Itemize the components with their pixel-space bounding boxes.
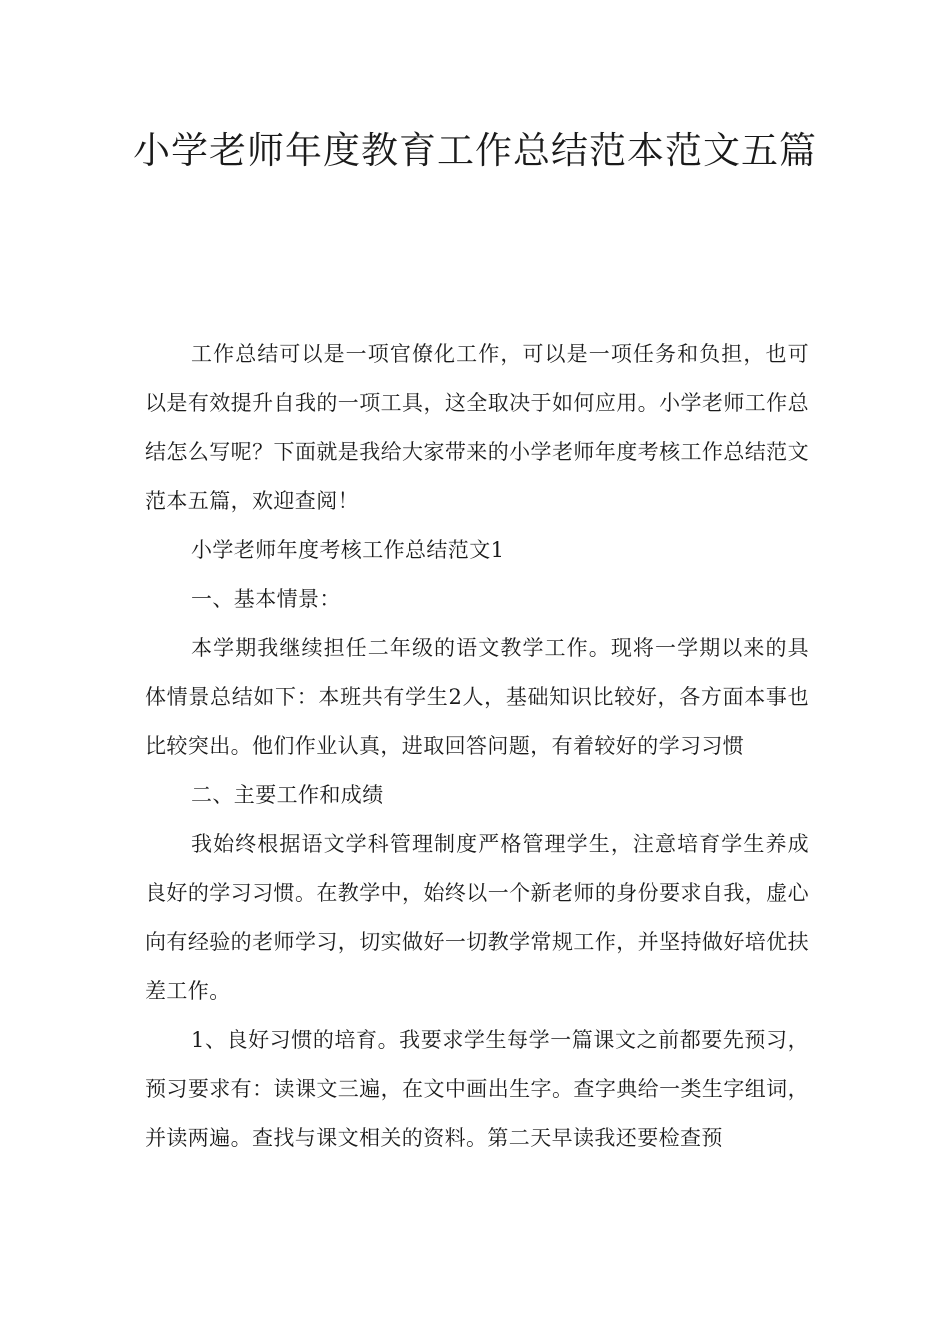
paragraph-intro: 工作总结可以是一项官僚化工作，可以是一项任务和负担，也可以是有效提升自我的一项工具，这全取决于如何应用。小学老师工作总结怎么写呢？下面就是我给大家带来的小学老师年度考核工作总结范文范本五篇，欢迎查阅！ <box>145 342 809 513</box>
paragraph-basic-situation-heading: 一、基本情景： <box>191 587 341 611</box>
paragraph-main-work-heading: 二、主要工作和成绩 <box>191 783 384 807</box>
paragraph-basic-situation: 本学期我继续担任二年级的语文教学工作。现将一学期以来的具体情景总结如下：本班共有学生2人，基础知识比较好，各方面本事也比较突出。他们作业认真，进取回答问题，有着较好的学习习惯 <box>145 636 809 758</box>
document-title: 小学老师年度教育工作总结范本范文五篇 <box>133 129 817 172</box>
paragraph-section-heading: 小学老师年度考核工作总结范文1 <box>191 538 505 562</box>
document-body <box>145 330 809 1163</box>
paragraph-good-habits: 1、良好习惯的培育。我要求学生每学一篇课文之前都要先预习，预习要求有：读课文三遍，在文中画出生字。查字典给一类生字组词，并读两遍。查找与课文相关的资料。第二天早读我还要检查预 <box>145 1028 809 1150</box>
paragraph-main-work: 我始终根据语文学科管理制度严格管理学生，注意培育学生养成良好的学习习惯。在教学中，始终以一个新老师的身份要求自我，虚心向有经验的老师学习，切实做好一切教学常规工作，并坚持做好培优扶差工作。 <box>145 832 809 1003</box>
